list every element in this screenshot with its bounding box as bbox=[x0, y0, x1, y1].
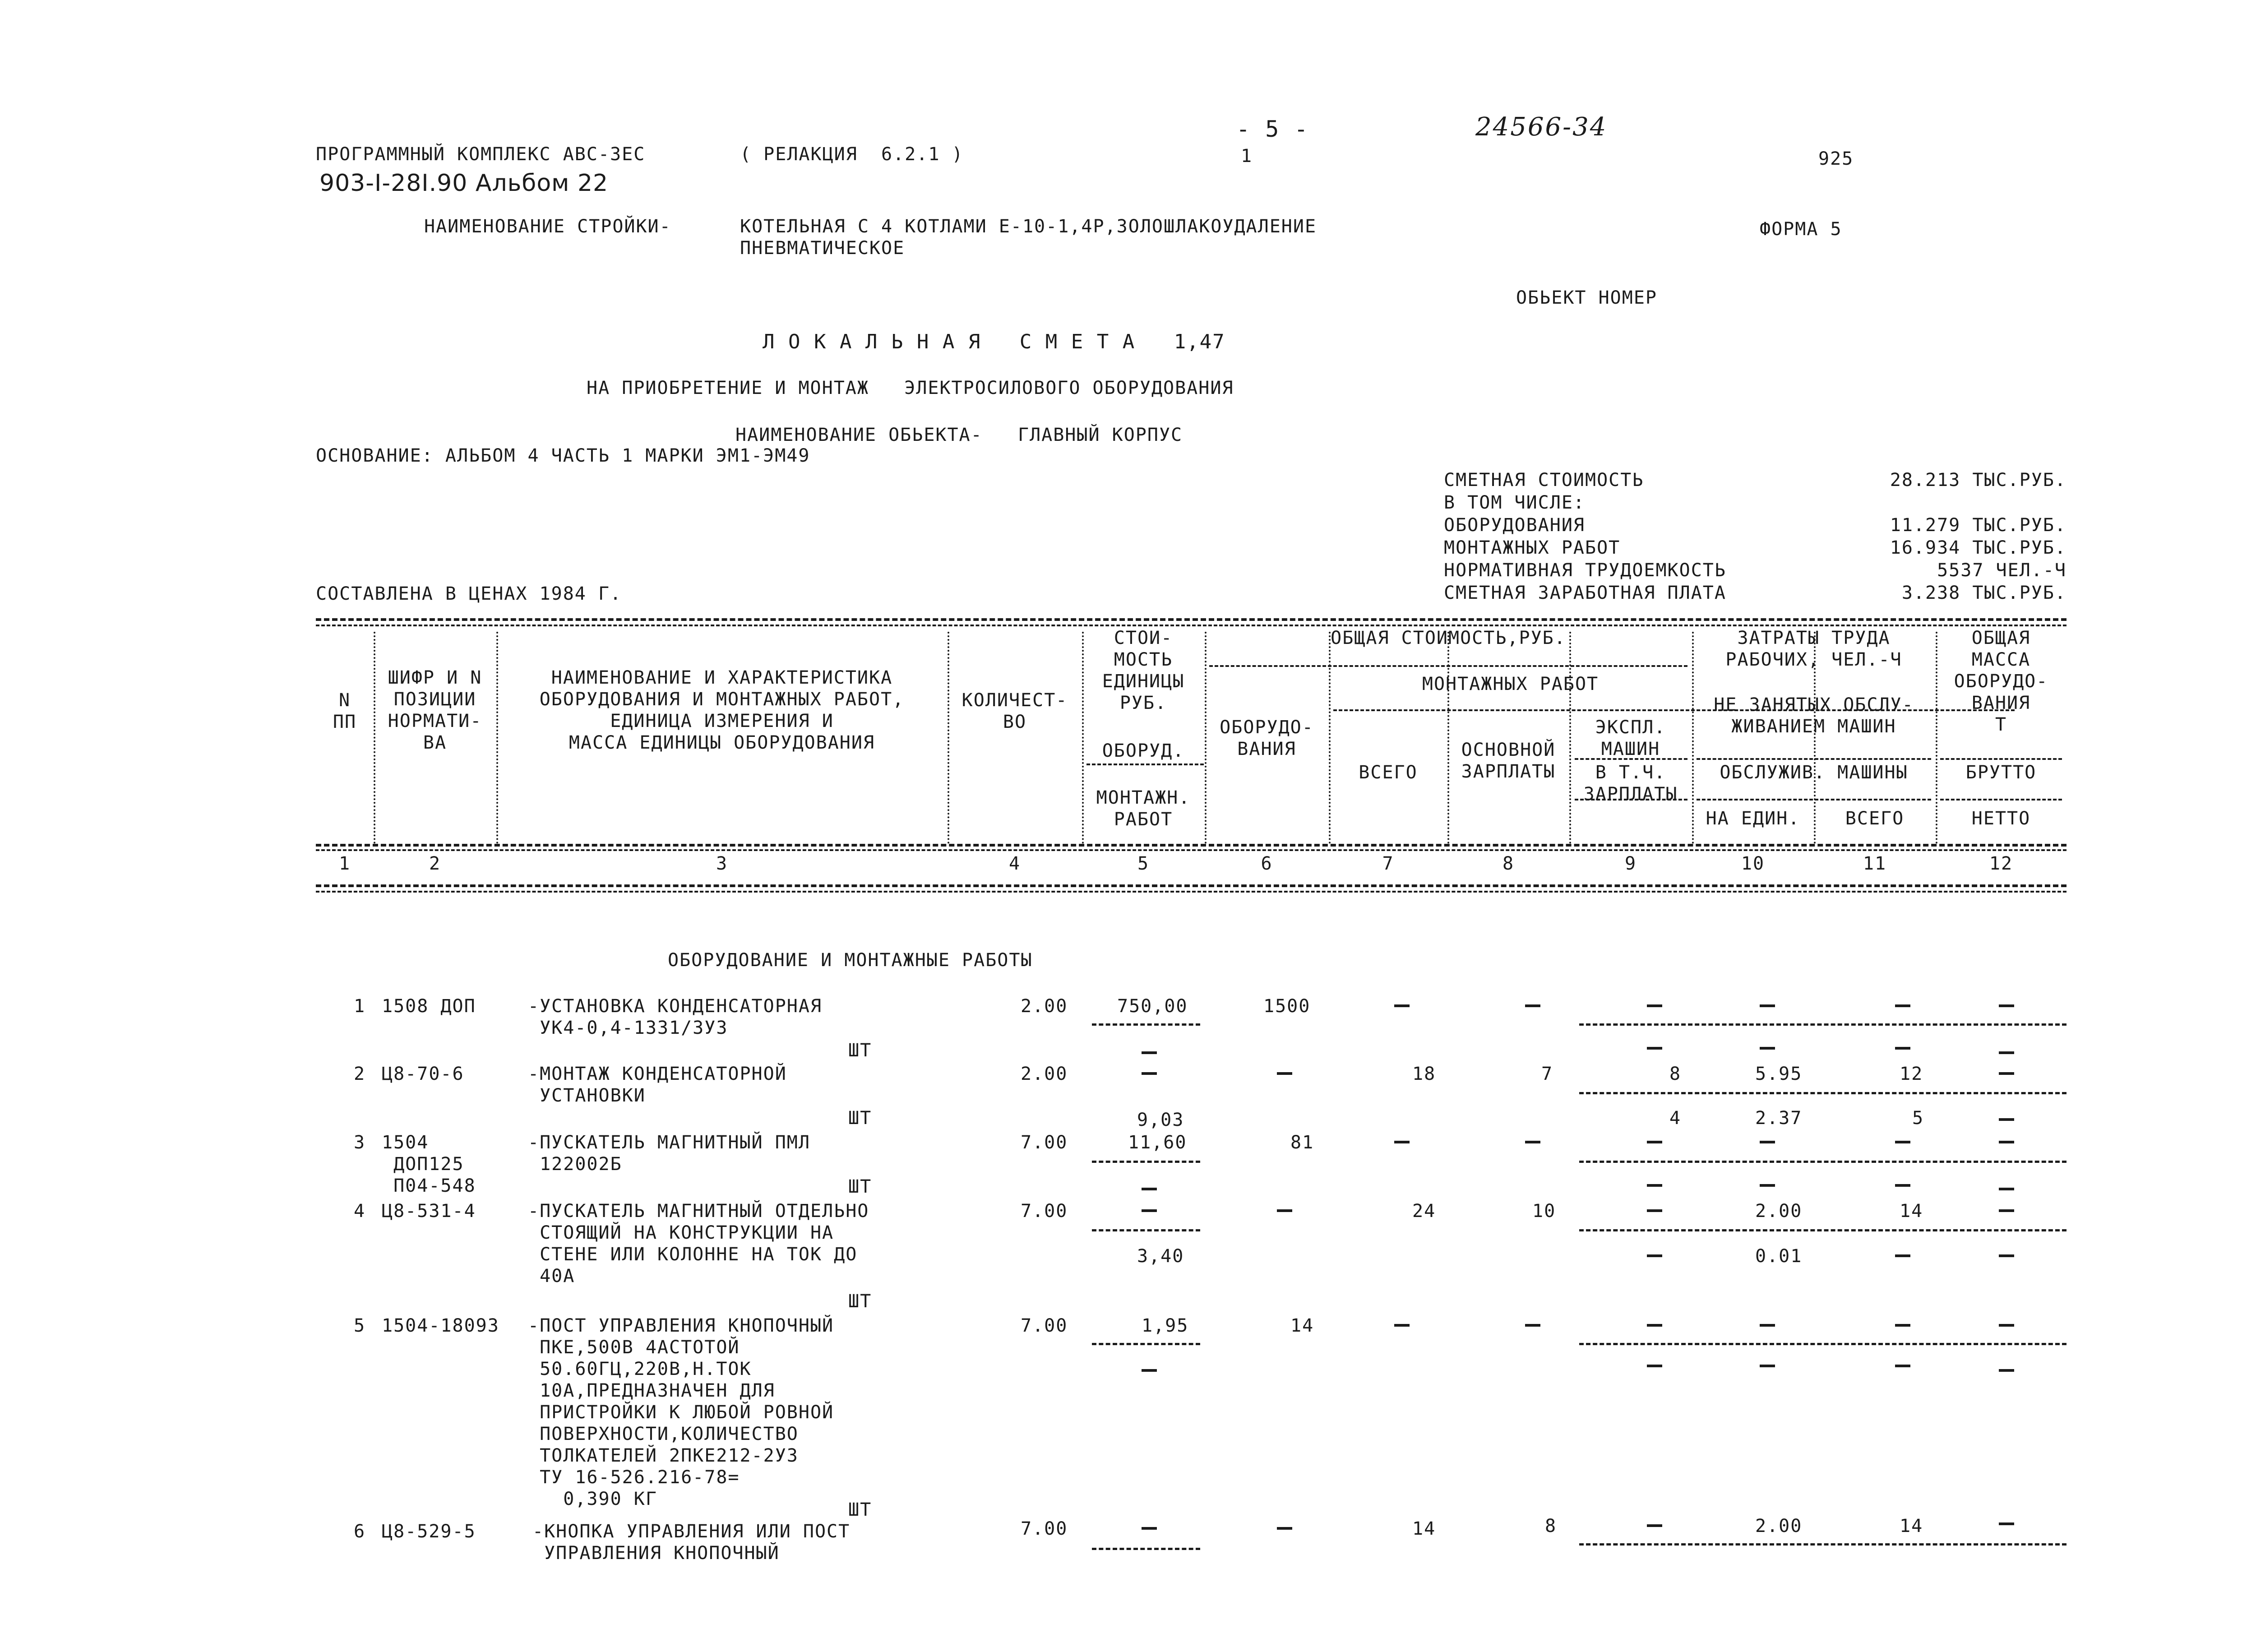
summary-value: 11.279 ТЫС.РУБ. bbox=[1890, 515, 2066, 536]
row-qty: 7.00 bbox=[1021, 1132, 1068, 1153]
empty-value-dash bbox=[1999, 1369, 2014, 1372]
empty-value-dash bbox=[1277, 1527, 1292, 1530]
col-number: 4 bbox=[1008, 853, 1021, 874]
summary-value: 3.238 ТЫС.РУБ. bbox=[1901, 583, 2066, 603]
empty-value-dash bbox=[1999, 1072, 2014, 1075]
row-total: 14 bbox=[1412, 1518, 1436, 1539]
header-col-unit-mount: МОНТАЖН. РАБОТ bbox=[1096, 787, 1191, 830]
row-qty: 2.00 bbox=[1021, 996, 1068, 1017]
empty-value-dash bbox=[1142, 1369, 1157, 1372]
row-name: -ПУСКАТЕЛЬ МАГНИТНЫЙ ОТДЕЛЬНО СТОЯЩИЙ НА КОНСТРУКЦИИ НА СТЕНЕ ИЛИ КОЛОННЕ НА ТОК ДО 40А bbox=[528, 1201, 869, 1286]
row-labor-per-unit-machines: 2.37 bbox=[1755, 1108, 1803, 1129]
row-unit: ШТ bbox=[848, 1291, 872, 1312]
header-labor: ЗАТРАТЫ ТРУДА РАБОЧИХ, ЧЕЛ.-Ч bbox=[1725, 628, 1902, 670]
row-labor-per-unit-machines: 0.01 bbox=[1755, 1246, 1803, 1267]
row-number: 5 bbox=[354, 1315, 366, 1336]
row-code: 1504 ДОП125 П04-548 bbox=[382, 1132, 476, 1196]
summary-label: МОНТАЖНЫХ РАБОТ bbox=[1444, 537, 1621, 558]
header-total-cost: ОБЩАЯ СТОИМОСТЬ,РУБ. bbox=[1331, 628, 1566, 648]
header-rule bbox=[1697, 799, 1931, 801]
col-number: 11 bbox=[1863, 853, 1887, 874]
cell-underline bbox=[1092, 1548, 1200, 1550]
row-name: -ПОСТ УПРАВЛЕНИЯ КНОПОЧНЫЙ ПКЕ,500В 4АСТОТОЙ 50.60ГЦ,220В,Н.ТОК 10А,ПРЕДНАЗНАЧЕН ДЛЯ ПРИСТРОЙКИ К ЛЮБОЙ РОВНОЙ ПОВЕРХНОСТИ,КОЛИЧЕСТВО ТОЛКАТЕЛЕЙ 2ПКЕ212-2У3 ТУ 16-526.216-78= 0,390 КГ bbox=[528, 1315, 834, 1509]
row-unit-cost: 1,95 bbox=[1142, 1315, 1189, 1336]
empty-value-dash bbox=[1647, 1324, 1662, 1327]
header-rule bbox=[1940, 799, 2062, 801]
col-sep bbox=[1447, 632, 1449, 844]
cell-underline bbox=[1092, 1343, 1200, 1345]
empty-value-dash bbox=[1895, 1365, 1910, 1367]
empty-value-dash bbox=[1999, 1188, 2014, 1190]
empty-value-dash bbox=[1647, 1365, 1662, 1367]
summary-value: 16.934 ТЫС.РУБ. bbox=[1890, 537, 2066, 558]
object-name: НАИМЕНОВАНИЕ ОБЬЕКТА- ГЛАВНЫЙ КОРПУС bbox=[735, 425, 1183, 445]
empty-value-dash bbox=[1142, 1209, 1157, 1212]
empty-value-dash bbox=[1647, 1184, 1662, 1187]
empty-value-dash bbox=[1647, 1524, 1662, 1527]
col-number: 3 bbox=[716, 853, 728, 874]
empty-value-dash bbox=[1760, 1365, 1775, 1367]
row-name: -ПУСКАТЕЛЬ МАГНИТНЫЙ ПМЛ 122002Б bbox=[528, 1132, 810, 1175]
empty-value-dash bbox=[1760, 1047, 1775, 1050]
empty-value-dash bbox=[1895, 1141, 1910, 1143]
header-col-net: НЕТТО bbox=[1971, 808, 2031, 829]
empty-value-dash bbox=[1142, 1051, 1157, 1054]
empty-value-dash bbox=[1895, 1184, 1910, 1187]
header-col-unit-equip: ОБОРУД. bbox=[1102, 740, 1185, 761]
document-code: 24566-34 bbox=[1475, 112, 1608, 142]
header-col-mass: ОБЩАЯ МАССА ОБОРУДО- ВАНИЯ Т bbox=[1954, 628, 2048, 735]
summary-label: НОРМАТИВНАЯ ТРУДОЕМКОСТЬ bbox=[1444, 560, 1726, 581]
header-col-machines: ЭКСПЛ. МАШИН bbox=[1595, 717, 1666, 759]
album-number: 903-I-28I.90 Альбом 22 bbox=[319, 170, 609, 197]
row-code: 1504-18093 bbox=[382, 1315, 499, 1336]
row-number: 6 bbox=[354, 1521, 366, 1542]
empty-value-dash bbox=[1999, 1141, 2014, 1143]
col-number-rule bbox=[316, 884, 2066, 887]
cell-underline bbox=[1092, 1229, 1200, 1231]
row-labor-total: 14 bbox=[1900, 1201, 1923, 1222]
empty-value-dash bbox=[1525, 1141, 1540, 1143]
header-bottom-rule-2 bbox=[316, 849, 2066, 851]
cell-underline bbox=[1092, 1161, 1200, 1163]
form-label: ФОРМА 5 bbox=[1760, 219, 1842, 240]
col-number: 6 bbox=[1261, 853, 1273, 874]
basis: ОСНОВАНИЕ: АЛЬБОМ 4 ЧАСТЬ 1 МАРКИ ЭМ1-ЭМ49 bbox=[316, 445, 810, 466]
construction-label: НАИМЕНОВАНИЕ СТРОЙКИ- bbox=[424, 216, 671, 237]
row-equip-cost: 81 bbox=[1290, 1132, 1314, 1153]
row-number: 4 bbox=[354, 1201, 366, 1222]
empty-value-dash bbox=[1760, 1184, 1775, 1187]
header-col-gross: БРУТТО bbox=[1965, 762, 2037, 783]
row-qty: 7.00 bbox=[1021, 1518, 1068, 1539]
empty-value-dash bbox=[1999, 1209, 2014, 1212]
header-col-equipment: ОБОРУДО- ВАНИЯ bbox=[1220, 717, 1314, 759]
empty-value-dash bbox=[1895, 1004, 1910, 1007]
header-col-code: ШИФР И N ПОЗИЦИИ НОРМАТИ- ВА bbox=[388, 667, 482, 753]
row-unit: ШТ bbox=[848, 1108, 872, 1129]
row-code: 1508 ДОП bbox=[382, 996, 476, 1017]
header-col-name: НАИМЕНОВАНИЕ И ХАРАКТЕРИСТИКА ОБОРУДОВАНИЯ И МОНТАЖНЫХ РАБОТ, ЕДИНИЦА ИЗМЕРЕНИЯ И МАССА ЕДИНИЦЫ ОБОРУДОВАНИЯ bbox=[539, 667, 905, 753]
empty-value-dash bbox=[1647, 1254, 1662, 1257]
page-title: Л О К А Л Ь Н А Я С М Е Т А 1,47 bbox=[763, 330, 1225, 353]
empty-value-dash bbox=[1394, 1324, 1410, 1327]
page-subtitle: НА ПРИОБРЕТЕНИЕ И МОНТАЖ ЭЛЕКТРОСИЛОВОГО ОБОРУДОВАНИЯ bbox=[587, 378, 1234, 398]
cell-underline bbox=[1579, 1229, 2066, 1231]
empty-value-dash bbox=[1895, 1047, 1910, 1050]
empty-value-dash bbox=[1142, 1527, 1157, 1530]
row-name: -КНОПКА УПРАВЛЕНИЯ ИЛИ ПОСТ УПРАВЛЕНИЯ КНОПОЧНЫЙ bbox=[532, 1521, 851, 1564]
empty-value-dash bbox=[1647, 1141, 1662, 1143]
row-basic-wage: 8 bbox=[1545, 1516, 1557, 1536]
summary-label: В ТОМ ЧИСЛЕ: bbox=[1444, 492, 1585, 513]
header-rule bbox=[1940, 758, 2062, 760]
empty-value-dash bbox=[1760, 1004, 1775, 1007]
header-col-qty: КОЛИЧЕСТ- ВО bbox=[962, 690, 1068, 732]
summary-value: 5537 ЧЕЛ.-Ч bbox=[1937, 560, 2066, 581]
row-unit: ШТ bbox=[848, 1040, 872, 1061]
col-number: 12 bbox=[1989, 853, 2013, 874]
row-unit-cost: 750,00 bbox=[1117, 996, 1188, 1017]
row-machines-wage: 4 bbox=[1669, 1108, 1682, 1129]
row-name: -МОНТАЖ КОНДЕНСАТОРНОЙ УСТАНОВКИ bbox=[528, 1064, 787, 1106]
col-number: 2 bbox=[429, 853, 441, 874]
program-name: ПРОГРАММНЫЙ КОМПЛЕКС АВС-3ЕС bbox=[316, 144, 646, 165]
row-labor-total: 14 bbox=[1900, 1516, 1923, 1536]
row-mount-unit-cost: 3,40 bbox=[1137, 1246, 1184, 1267]
row-basic-wage: 7 bbox=[1541, 1064, 1553, 1084]
empty-value-dash bbox=[1142, 1188, 1157, 1190]
col-sep bbox=[948, 632, 949, 844]
col-number-rule-2 bbox=[316, 891, 2066, 893]
row-qty: 7.00 bbox=[1021, 1315, 1068, 1336]
row-labor-total-machines: 5 bbox=[1912, 1108, 1924, 1129]
summary-value: 28.213 ТЫС.РУБ. bbox=[1890, 470, 2066, 491]
empty-value-dash bbox=[1277, 1072, 1292, 1075]
row-total: 24 bbox=[1412, 1201, 1436, 1222]
header-mount-works: МОНТАЖНЫХ РАБОТ bbox=[1422, 674, 1599, 694]
col-number: 7 bbox=[1382, 853, 1394, 874]
prices-basis: СОСТАВЛЕНА В ЦЕНАХ 1984 Г. bbox=[316, 583, 622, 604]
header-col-machines-wage: В Т.Ч. ЗАРПЛАТЫ bbox=[1583, 762, 1678, 805]
empty-value-dash bbox=[1999, 1051, 2014, 1054]
empty-value-dash bbox=[1277, 1209, 1292, 1212]
construction-name-line1: КОТЕЛЬНАЯ С 4 КОТЛАМИ Е-10-1,4Р,ЗОЛОШЛАКОУДАЛЕНИЕ bbox=[740, 216, 1317, 237]
col-number: 1 bbox=[338, 853, 351, 874]
col-sep bbox=[1329, 632, 1331, 844]
header-labor-machines: ОБСЛУЖИВ. МАШИНЫ bbox=[1720, 762, 1908, 783]
header-col-basic-wage: ОСНОВНОЙ ЗАРПЛАТЫ bbox=[1461, 740, 1556, 782]
row-number: 3 bbox=[354, 1132, 366, 1153]
col-number: 9 bbox=[1624, 853, 1637, 874]
header-labor-not-machines: НЕ ЗАНЯТЫХ ОБСЛУ- ЖИВАНИЕМ МАШИН bbox=[1714, 694, 1914, 737]
empty-value-dash bbox=[1999, 1118, 2014, 1121]
summary-label: СМЕТНАЯ СТОИМОСТЬ bbox=[1444, 470, 1644, 491]
row-unit: ШТ bbox=[848, 1499, 872, 1520]
row-number: 2 bbox=[354, 1064, 366, 1084]
summary-label: ОБОРУДОВАНИЯ bbox=[1444, 515, 1585, 536]
empty-value-dash bbox=[1760, 1324, 1775, 1327]
col-number: 8 bbox=[1502, 853, 1515, 874]
cell-underline bbox=[1579, 1161, 2066, 1163]
cell-underline bbox=[1579, 1343, 2066, 1345]
empty-value-dash bbox=[1647, 1209, 1662, 1212]
empty-value-dash bbox=[1394, 1141, 1410, 1143]
empty-value-dash bbox=[1142, 1072, 1157, 1075]
page-code-right: 925 bbox=[1818, 148, 1854, 169]
header-rule bbox=[1086, 764, 1204, 765]
empty-value-dash bbox=[1999, 1522, 2014, 1525]
empty-value-dash bbox=[1525, 1004, 1540, 1007]
header-col-per-unit: НА ЕДИН. bbox=[1706, 808, 1800, 829]
empty-value-dash bbox=[1525, 1324, 1540, 1327]
row-qty: 7.00 bbox=[1021, 1201, 1068, 1222]
col-number: 5 bbox=[1137, 853, 1150, 874]
header-col-n: N ПП bbox=[333, 690, 357, 732]
row-equip-cost: 1500 bbox=[1263, 996, 1311, 1017]
cell-underline bbox=[1092, 1023, 1200, 1026]
row-number: 1 bbox=[354, 996, 366, 1017]
cell-underline bbox=[1579, 1543, 2066, 1546]
row-labor-per-unit: 2.00 bbox=[1755, 1201, 1803, 1222]
cell-underline bbox=[1579, 1023, 2066, 1026]
row-code: Ц8-70-6 bbox=[382, 1064, 464, 1084]
revision: ( РЕЛАКЦИЯ 6.2.1 ) bbox=[740, 144, 964, 165]
row-unit: ШТ bbox=[848, 1176, 872, 1197]
cell-underline bbox=[1579, 1092, 2066, 1094]
empty-value-dash bbox=[1999, 1254, 2014, 1257]
row-name: -УСТАНОВКА КОНДЕНСАТОРНАЯ УК4-0,4-1331/3У3 bbox=[528, 996, 823, 1038]
empty-value-dash bbox=[1999, 1324, 2014, 1327]
row-unit-cost: 11,60 bbox=[1128, 1132, 1187, 1153]
summary-label: СМЕТНАЯ ЗАРАБОТНАЯ ПЛАТА bbox=[1444, 583, 1726, 603]
page-number: - 5 - bbox=[1236, 116, 1309, 142]
empty-value-dash bbox=[1895, 1324, 1910, 1327]
header-rule bbox=[1209, 665, 1687, 667]
col-number: 10 bbox=[1741, 853, 1765, 874]
empty-value-dash bbox=[1760, 1141, 1775, 1143]
construction-name-line2: ПНЕВМАТИЧЕСКОЕ bbox=[740, 238, 905, 259]
row-code: Ц8-531-4 bbox=[382, 1201, 476, 1222]
header-col-all: ВСЕГО bbox=[1845, 808, 1905, 829]
section-title: ОБОРУДОВАНИЕ И МОНТАЖНЫЕ РАБОТЫ bbox=[668, 950, 1033, 971]
row-labor-per-unit: 5.95 bbox=[1755, 1064, 1803, 1084]
row-labor-per-unit: 2.00 bbox=[1755, 1516, 1803, 1536]
header-col-unit-cost: СТОИ- МОСТЬ ЕДИНИЦЫ РУБ. bbox=[1102, 628, 1185, 713]
header-col-total: ВСЕГО bbox=[1359, 762, 1418, 783]
row-mount-unit-cost: 9,03 bbox=[1137, 1110, 1184, 1130]
empty-value-dash bbox=[1394, 1004, 1410, 1007]
empty-value-dash bbox=[1895, 1254, 1910, 1257]
row-machines: 8 bbox=[1669, 1064, 1682, 1084]
empty-value-dash bbox=[1999, 1004, 2014, 1007]
table-top-rule-2 bbox=[316, 625, 2066, 626]
row-labor-total: 12 bbox=[1900, 1064, 1923, 1084]
header-bottom-rule bbox=[316, 844, 2066, 847]
sheet-number: 1 bbox=[1241, 146, 1253, 167]
row-code: Ц8-529-5 bbox=[382, 1521, 476, 1542]
empty-value-dash bbox=[1647, 1047, 1662, 1050]
row-equip-cost: 14 bbox=[1290, 1315, 1314, 1336]
row-basic-wage: 10 bbox=[1532, 1201, 1556, 1222]
object-number: ОБЬЕКТ НОМЕР bbox=[1516, 287, 1657, 308]
table-top-rule bbox=[316, 618, 2066, 621]
header-rule bbox=[1697, 758, 1931, 760]
row-total: 18 bbox=[1412, 1064, 1436, 1084]
empty-value-dash bbox=[1647, 1004, 1662, 1007]
row-qty: 2.00 bbox=[1021, 1064, 1068, 1084]
